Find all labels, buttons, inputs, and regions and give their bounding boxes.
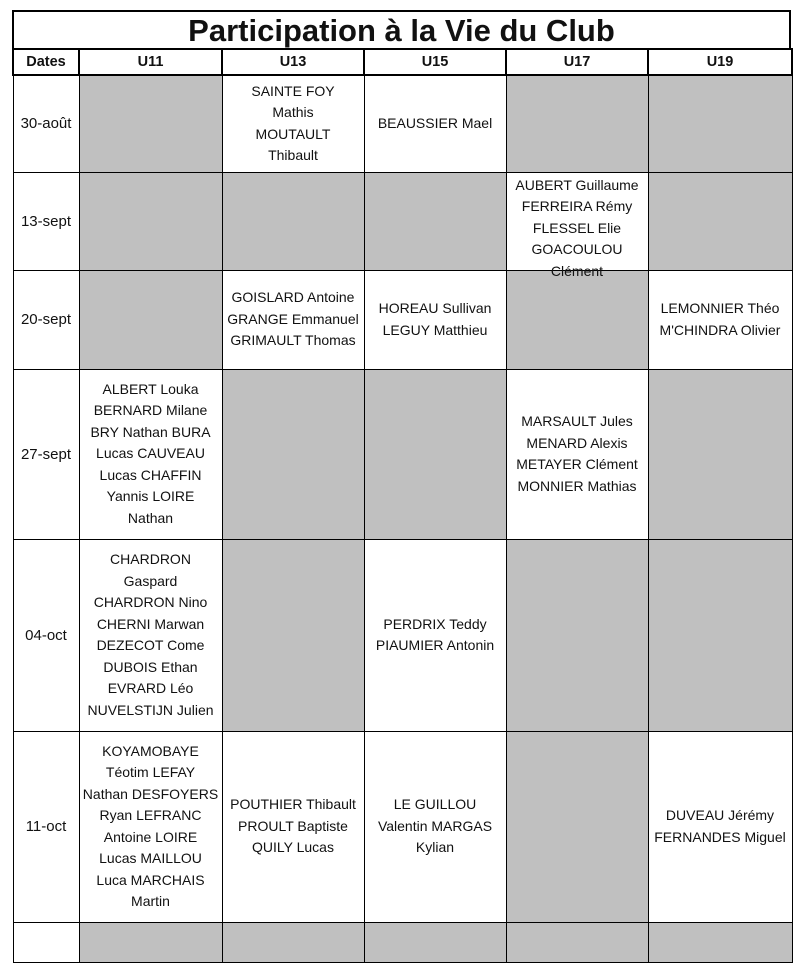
- cell-u15: [364, 172, 506, 270]
- player-name: MARSAULT Jules: [521, 413, 633, 429]
- cell-u11: [79, 270, 222, 369]
- cell-u17: [506, 75, 648, 172]
- player-name: Yannis LOIRE: [106, 488, 195, 505]
- player-name: KOYAMOBAYE: [102, 742, 199, 759]
- player-name: GOISLARD Antoine: [231, 289, 355, 306]
- player-name: Luca MARCHAIS: [96, 871, 205, 888]
- cell-u11: [79, 172, 222, 270]
- player-name: CHERNI Marwan: [96, 615, 205, 632]
- player-name: BERNARD Milane: [93, 402, 208, 419]
- player-name: POUTHIER Thibault: [230, 796, 356, 813]
- player-name: MENARD Alexis: [526, 434, 628, 451]
- player-name: PROULT Baptiste: [238, 817, 348, 834]
- header-dates: Dates: [13, 49, 79, 75]
- date-cell: 20-sept: [13, 270, 79, 369]
- player-name: Mathis: [272, 104, 314, 121]
- cell-u15: [364, 539, 506, 731]
- cell-u19: [648, 539, 792, 731]
- date-cell: [13, 922, 79, 962]
- cell-u15: [364, 369, 506, 539]
- player-name: GRANGE Emmanuel: [227, 310, 359, 327]
- date-cell: 13-sept: [13, 172, 79, 270]
- player-name: Lucas MAILLOU: [99, 850, 202, 866]
- cell-u17: [506, 369, 648, 539]
- date-cell: 30-août: [13, 75, 79, 172]
- player-name: Kylian: [415, 839, 455, 856]
- cell-u19: [648, 270, 792, 369]
- player-name: NUVELSTIJN Julien: [87, 701, 214, 718]
- cell-u17: [506, 539, 648, 731]
- player-name: PIAUMIER Antonin: [375, 637, 495, 653]
- cell-u15: [364, 731, 506, 922]
- cell-u11: [79, 922, 222, 962]
- player-name: Antoine LOIRE: [103, 828, 198, 845]
- cell-u11: [79, 731, 222, 922]
- player-name: CHARDRON Nino: [93, 594, 208, 610]
- cell-u15: [364, 75, 506, 172]
- participation-table: [12, 48, 793, 963]
- table-row: [13, 75, 792, 172]
- cell-u19: [648, 75, 792, 172]
- player-name: LEMONNIER Théo: [660, 300, 780, 316]
- header-u13: U13: [222, 49, 364, 75]
- player-name: MOUTAULT: [255, 125, 331, 142]
- table-row: [13, 172, 792, 270]
- player-name: BEAUSSIER Mael: [377, 115, 493, 131]
- table-row: [13, 369, 792, 539]
- cell-u17: [506, 172, 648, 279]
- player-name: DUBOIS Ethan: [103, 658, 198, 675]
- player-name: HOREAU Sullivan: [378, 300, 492, 316]
- table-row: [13, 922, 792, 962]
- table-row: [13, 270, 792, 369]
- cell-u15: [364, 922, 506, 962]
- cell-u17: [506, 270, 648, 369]
- player-name: ALBERT Louka: [102, 380, 199, 397]
- player-name: Gaspard: [123, 572, 178, 589]
- player-name: PERDRIX Teddy: [383, 615, 487, 632]
- player-name: GOACOULOU: [531, 241, 623, 257]
- cell-u11: [79, 369, 222, 539]
- cell-u13: [222, 369, 364, 539]
- player-name: M'CHINDRA Olivier: [659, 321, 781, 338]
- cell-u13: [222, 172, 364, 270]
- player-name: FERNANDES Miguel: [654, 828, 786, 845]
- player-name: Téotim LEFAY: [105, 764, 196, 780]
- header-row: [13, 49, 792, 75]
- player-name: CHARDRON: [110, 551, 191, 567]
- player-name: DUVEAU Jérémy: [665, 807, 775, 823]
- header-u19: U19: [648, 49, 792, 75]
- cell-u13: [222, 75, 364, 172]
- table-row: [13, 539, 792, 731]
- player-name: LEGUY Matthieu: [382, 321, 488, 338]
- cell-u13: [222, 539, 364, 731]
- player-name: Nathan: [127, 509, 174, 526]
- header-u15: U15: [364, 49, 506, 75]
- player-name: SAINTE FOY: [251, 82, 335, 99]
- player-name: AUBERT Guillaume: [515, 176, 639, 193]
- header-u17: U17: [506, 49, 648, 75]
- cell-u11: [79, 75, 222, 172]
- date-cell: 27-sept: [13, 369, 79, 539]
- cell-u19: [648, 172, 792, 270]
- player-name: MONNIER Mathias: [517, 477, 637, 494]
- player-name: QUILY Lucas: [252, 839, 334, 856]
- player-name: FLESSEL Elie: [532, 219, 622, 236]
- player-name: Valentin MARGAS: [377, 817, 493, 834]
- cell-u19: [648, 369, 792, 539]
- player-name: Lucas CHAFFIN: [99, 466, 202, 483]
- date-cell: 11-oct: [13, 731, 79, 922]
- cell-u17: [506, 922, 648, 962]
- date-cell: 04-oct: [13, 539, 79, 731]
- cell-u17: [506, 731, 648, 922]
- player-name: Ryan LEFRANC: [99, 807, 202, 823]
- player-name: Clément: [550, 262, 604, 279]
- cell-u19: [648, 922, 792, 962]
- player-name: DEZECOT Come: [96, 637, 205, 653]
- sheet-title: Participation à la Vie du Club: [12, 10, 791, 48]
- cell-u19: [648, 731, 792, 922]
- cell-u15: [364, 270, 506, 369]
- cell-u13: [222, 270, 364, 369]
- player-name: Martin: [131, 893, 170, 909]
- cell-u11: [79, 539, 222, 731]
- player-name: FERREIRA Rémy: [521, 198, 633, 214]
- player-name: BRY Nathan BURA: [90, 423, 211, 440]
- header-u11: U11: [79, 49, 222, 75]
- player-name: Nathan DESFOYERS: [82, 785, 219, 802]
- cell-u13: [222, 922, 364, 962]
- table-row: [13, 731, 792, 922]
- player-name: METAYER Clément: [516, 456, 638, 472]
- player-name: Lucas CAUVEAU: [96, 445, 205, 462]
- player-name: GRIMAULT Thomas: [230, 332, 356, 349]
- player-name: Thibault: [268, 147, 318, 164]
- player-name: EVRARD Léo: [107, 680, 194, 696]
- cell-u13: [222, 731, 364, 922]
- player-name: LE GUILLOU: [393, 796, 477, 813]
